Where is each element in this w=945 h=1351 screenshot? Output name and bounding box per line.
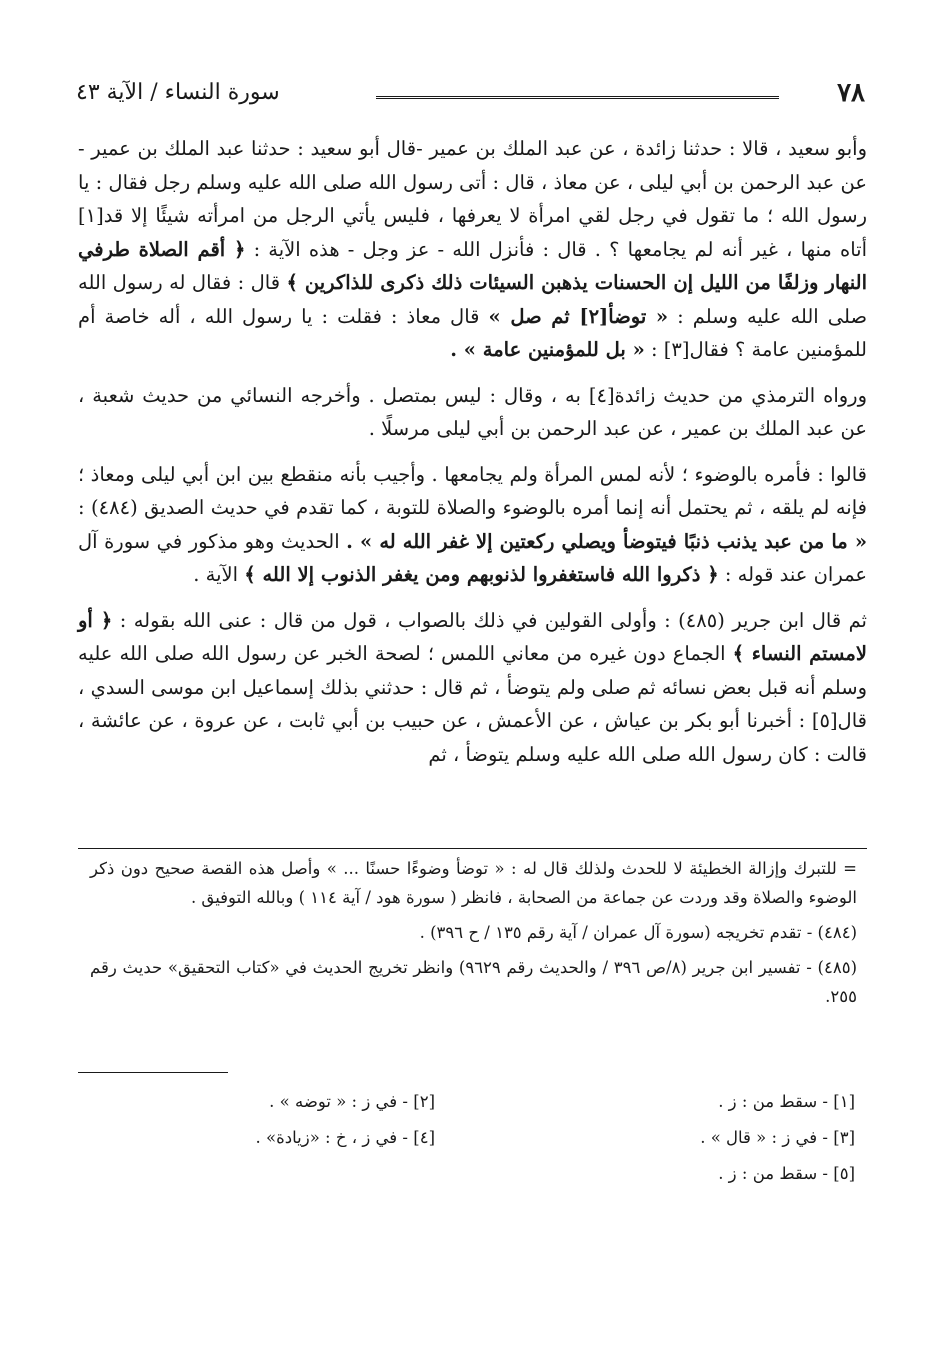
paragraph-3 — [78, 458, 867, 592]
quran-quote: ﴿ أقم الصلاة طرفي النهار وزلفًا من الليل إن الحسنات يذهبن السيئات ذلك ذكرى للذاكرين ﴾ — [78, 237, 868, 294]
manuscript-variants — [100, 1090, 855, 1200]
footnotes — [90, 854, 857, 1017]
variant-1: [١] - سقط من : ز . — [718, 1092, 855, 1111]
footnote-continuation: = للتبرك وإزالة الخطيئة لا للحدث ولذلك قال له : « توضأ وضوءًا حسنًا ... » وأصل هذه القصة صحيح دون ذكر الوضوء والصلاة وقد وردت عن جماعة من الصحابة ، فانظر ( سورة هود / آية ١١٤ ) وبالله التوفيق . — [90, 859, 857, 907]
quran-quote: ﴿ أو لامستم النساء ﴾ — [78, 608, 868, 665]
variant-4: [٤] - في ز ، خ : «زيادة» . — [255, 1128, 435, 1147]
footnote-484: (٤٨٤) - تقدم تخريجه (سورة آل عمران / آية رقم ١٣٥ / ح ٣٩٦) . — [419, 923, 857, 942]
hadith-quote: « توضأ[٢] ثم صل » — [488, 304, 669, 328]
variant-3: [٣] - في ز : « قال » . — [700, 1128, 855, 1147]
page-number: ٧٨ — [837, 78, 865, 108]
page-header — [76, 78, 865, 118]
paragraph-3-text: قالوا : فأمره بالوضوء ؛ لأنه لمس المرأة ولم يجامعها . وأجيب بأنه منقطع بين ابن أبي ليلى ومعاذ ؛ فإنه لم يلقه ، ثم يحتمل أنه إنما أمره بالوضوء والصلاة للتوبة ، كما تقدم في حديث الصديق (٤٨٤) : — [78, 462, 867, 519]
hadith-quote: « بل للمؤمنين عامة » . — [450, 338, 645, 361]
quran-quote: ﴿ ذكروا الله فاستغفروا لذنوبهم ومن يغفر الذنوب إلا الله ﴾ — [244, 563, 719, 586]
paragraph-3-text-c: الآية . — [193, 563, 239, 586]
paragraph-2-text: ورواه الترمذي من حديث زائدة[٤] به ، وقال : ليس بمتصل . وأخرجه النسائي من حديث شعبة ، عن عبد الملك بن عمير ، عن عبد الرحمن بن أبي ليلى مرسلًا . — [78, 383, 867, 440]
paragraph-1-text-b: قال : فقال له رسول الله صلى الله عليه وسلم : — [78, 271, 868, 328]
running-title: سورة النساء / الآية ٤٣ — [76, 80, 280, 105]
paragraph-4-text: ثم قال ابن جرير (٤٨٥) : وأولى القولين في ذلك بالصواب ، قول من قال : عنى الله بقوله : — [119, 608, 867, 632]
paragraph-1 — [78, 132, 867, 367]
hadith-quote: « ما من عبد يذنب ذنبًا فيتوضأ ويصلي ركعتين إلا غفر الله له » . — [346, 529, 868, 553]
paragraph-2 — [78, 379, 867, 446]
paragraph-1-text-c: قال معاذ : فقلت : يا رسول الله ، أله خاصة أم للمؤمنين عامة ؟ فقال[٣] : — [78, 304, 867, 361]
header-rule — [376, 96, 779, 99]
footnote-485: (٤٨٥) - تفسير ابن جرير (٨/ص ٣٩٦ / والحديث رقم ٩٦٢٩) وانظر تخريج الحديث في «كتاب التحقيق» حديث رقم ٢٥٥. — [90, 958, 857, 1006]
paragraph-4 — [78, 604, 867, 772]
variant-5: [٥] - سقط من : ز . — [718, 1164, 855, 1183]
variant-2: [٢] - في ز : « توضه » . — [269, 1092, 435, 1111]
footnote-rule — [78, 848, 867, 849]
variants-rule — [78, 1072, 228, 1073]
paragraph-4-text-b: الجماع دون غيره من معاني اللمس ؛ لصحة الخبر عن رسول الله صلى الله عليه وسلم أنه قبل بعض نسائه ثم صلى ولم يتوضأ ، ثم قال : حدثني بذلك إسماعيل ابن موسى السدي ، قال[٥] : أخبرنا أبو بكر بن عياش ، عن الأعمش ، عن حبيب بن أبي ثابت ، عن عروة ، عن عائشة ، قالت : كان رسول الله صلى الله عليه وسلم يتوضأ ، ثم — [78, 642, 867, 766]
paragraph-1-text: وأبو سعيد ، قالا : حدثنا زائدة ، عن عبد الملك بن عمير -قال أبو سعيد : حدثنا عبد الملك بن عمير - عن عبد الرحمن بن أبي ليلى ، عن معاذ ، قال : أتى رسول الله صلى الله عليه وسلم رجل فقال : يا رسول الله ؛ ما تقول في رجل لقي امرأة لا يعرفها ، فليس يأتي الرجل من امرأته شيئًا إلا قد[١] أتاه منها ، غير أنه لم يجامعها ؟ . قال : فأنزل الله - عز وجل - هذه الآية : — [78, 137, 868, 261]
paragraph-3-text-b: الحديث وهو مذكور في سورة آل عمران عند قوله : — [78, 529, 867, 586]
main-text — [78, 132, 867, 783]
